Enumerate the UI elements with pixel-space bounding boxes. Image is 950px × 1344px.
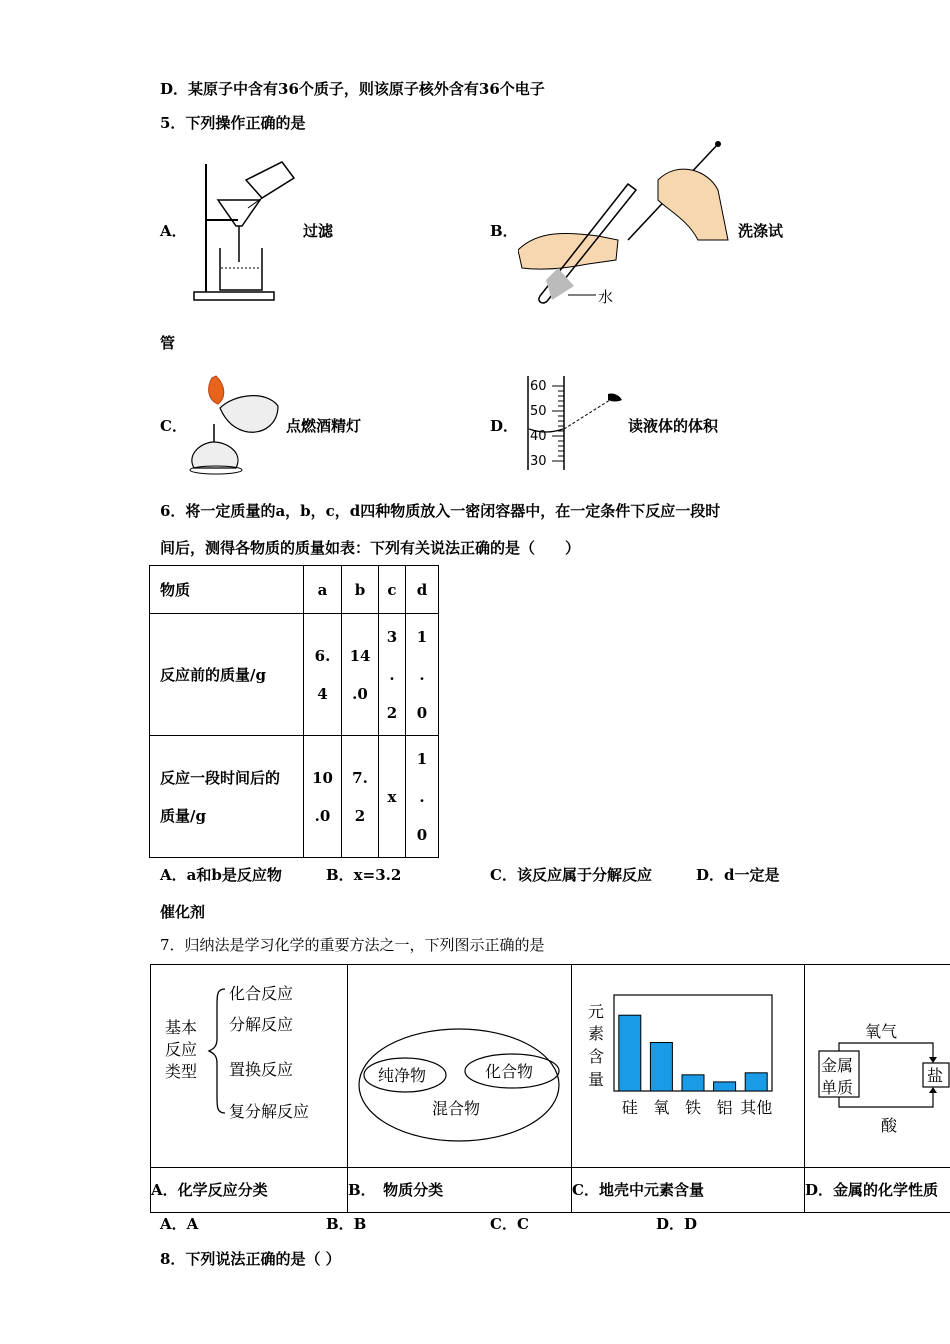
q7-option-a: A．A xyxy=(160,1215,199,1233)
q6-option-c: C．该反应属于分解反应 xyxy=(490,866,652,884)
acid-label: 酸 xyxy=(881,1116,898,1135)
chart-category-label: 铝 xyxy=(716,1098,733,1117)
chart-bar-2 xyxy=(682,1075,704,1091)
cylinder-tick: 60 xyxy=(530,379,547,394)
cell-after-d: 1 . 0 xyxy=(406,736,439,858)
q6-option-a: A．a和b是反应物 xyxy=(160,866,282,884)
fig-a-item: 复分解反应 xyxy=(229,1102,310,1121)
q7-figure-table xyxy=(150,964,950,1213)
substance-classification-figure xyxy=(348,965,571,1163)
alcohol-lamp-figure xyxy=(186,372,286,477)
q6-stem-line1: 6．将一定质量的a，b，c，d四种物质放入一密闭容器中，在一定条件下反应一段时 xyxy=(160,502,721,520)
chart-ylabel: 量 xyxy=(588,1070,605,1089)
chart-category-label: 氧 xyxy=(653,1098,670,1117)
salt-label: 盐 xyxy=(927,1066,944,1085)
crust-element-chart xyxy=(572,965,804,1163)
q6-option-d: D．d一定是 xyxy=(696,866,780,884)
metal-label: 单质 xyxy=(821,1078,854,1097)
fig-c-cell xyxy=(572,965,805,1168)
fig-a-item: 化合反应 xyxy=(229,984,294,1003)
q6-option-d-cont: 催化剂 xyxy=(160,903,206,921)
fig-a-label: 类型 xyxy=(165,1062,198,1081)
caption-a: A．化学反应分类 xyxy=(151,1168,348,1213)
header-d: d xyxy=(406,566,439,614)
mixture-label: 混合物 xyxy=(432,1099,481,1118)
cell-after-b: 7. 2 xyxy=(342,736,379,858)
fig-a-item: 置换反应 xyxy=(229,1060,294,1079)
header-b: b xyxy=(342,566,379,614)
fig-a-label: 反应 xyxy=(165,1040,198,1059)
q7-option-d: D．D xyxy=(656,1215,698,1233)
q6-stem-line2: 间后，测得各物质的质量如表：下列有关说法正确的是（ ） xyxy=(160,539,581,557)
brace-icon xyxy=(209,989,225,1113)
q7-option-c: C．C xyxy=(490,1215,529,1233)
q5-b-letter: B． xyxy=(490,222,518,240)
q7-stem: 7．归纳法是学习化学的重要方法之一，下列图示正确的是 xyxy=(160,936,545,954)
header-c: c xyxy=(379,566,406,614)
chart-bar-0 xyxy=(619,1015,641,1091)
chart-ylabel: 素 xyxy=(588,1024,605,1043)
row-before-label: 反应前的质量/g xyxy=(150,614,304,736)
water-label: 水 xyxy=(598,288,614,306)
cell-before-b: 14 .0 xyxy=(342,614,379,736)
q5-c-letter: C． xyxy=(160,417,187,435)
fig-a-item: 分解反应 xyxy=(229,1015,294,1034)
compound-label: 化合物 xyxy=(485,1062,534,1081)
caption-b: B． 物质分类 xyxy=(348,1168,572,1213)
q5-c-text: 点燃酒精灯 xyxy=(286,417,362,435)
chart-bar-1 xyxy=(650,1042,672,1091)
pure-substance-label: 纯净物 xyxy=(378,1066,427,1085)
chart-ylabel: 元 xyxy=(588,1002,605,1021)
q5-a-letter: A． xyxy=(160,222,187,240)
q5-b-text: 洗涤试 xyxy=(738,222,784,240)
caption-c: C．地壳中元素含量 xyxy=(572,1168,805,1213)
cylinder-tick: 50 xyxy=(530,404,547,419)
header-a: a xyxy=(304,566,342,614)
reaction-types-figure xyxy=(151,965,347,1163)
mass-table xyxy=(149,565,439,858)
cylinder-tick: 40 xyxy=(530,429,547,444)
fig-b-cell xyxy=(348,965,572,1168)
fig-a-label: 基本 xyxy=(165,1018,198,1037)
chart-category-label: 其他 xyxy=(740,1098,773,1117)
chart-bar-4 xyxy=(745,1073,767,1091)
q5-stem: 5．下列操作正确的是 xyxy=(160,114,306,132)
metal-label: 金属 xyxy=(821,1056,854,1075)
cell-before-c: 3 . 2 xyxy=(379,614,406,736)
q6-option-b: B．x=3.2 xyxy=(326,866,402,884)
chart-bar-3 xyxy=(714,1082,736,1091)
wash-tube-figure xyxy=(518,140,738,310)
oxygen-label: 氧气 xyxy=(865,1022,898,1041)
q5-a-text: 过滤 xyxy=(303,222,334,240)
fig-a-cell xyxy=(151,965,348,1168)
q7-option-b: B．B xyxy=(326,1215,367,1233)
chart-ylabel: 含 xyxy=(588,1047,605,1066)
q4-option-d: D．某原子中含有36个质子，则该原子核外含有36个电子 xyxy=(160,80,545,98)
cell-before-d: 1 . 0 xyxy=(406,614,439,736)
fig-d-cell xyxy=(805,965,950,1168)
cell-after-c: x xyxy=(379,736,406,858)
chart-category-label: 铁 xyxy=(684,1098,702,1117)
cell-before-a: 6. 4 xyxy=(304,614,342,736)
metal-properties-figure xyxy=(805,965,950,1163)
cylinder-figure xyxy=(520,372,630,474)
filtration-figure xyxy=(190,150,305,305)
cylinder-tick: 30 xyxy=(530,454,547,469)
caption-d: D．金属的化学性质 xyxy=(805,1168,950,1213)
row-after-label: 反应一段时间后的 质量/g xyxy=(150,736,304,858)
q5-d-text: 读液体的体积 xyxy=(628,417,719,435)
q5-d-letter: D． xyxy=(490,417,519,435)
cell-after-a: 10 .0 xyxy=(304,736,342,858)
header-substance: 物质 xyxy=(150,566,304,614)
q5-b-text-cont: 管 xyxy=(160,334,176,352)
q8-stem: 8．下列说法正确的是（ ） xyxy=(160,1250,341,1268)
chart-category-label: 硅 xyxy=(621,1098,638,1117)
